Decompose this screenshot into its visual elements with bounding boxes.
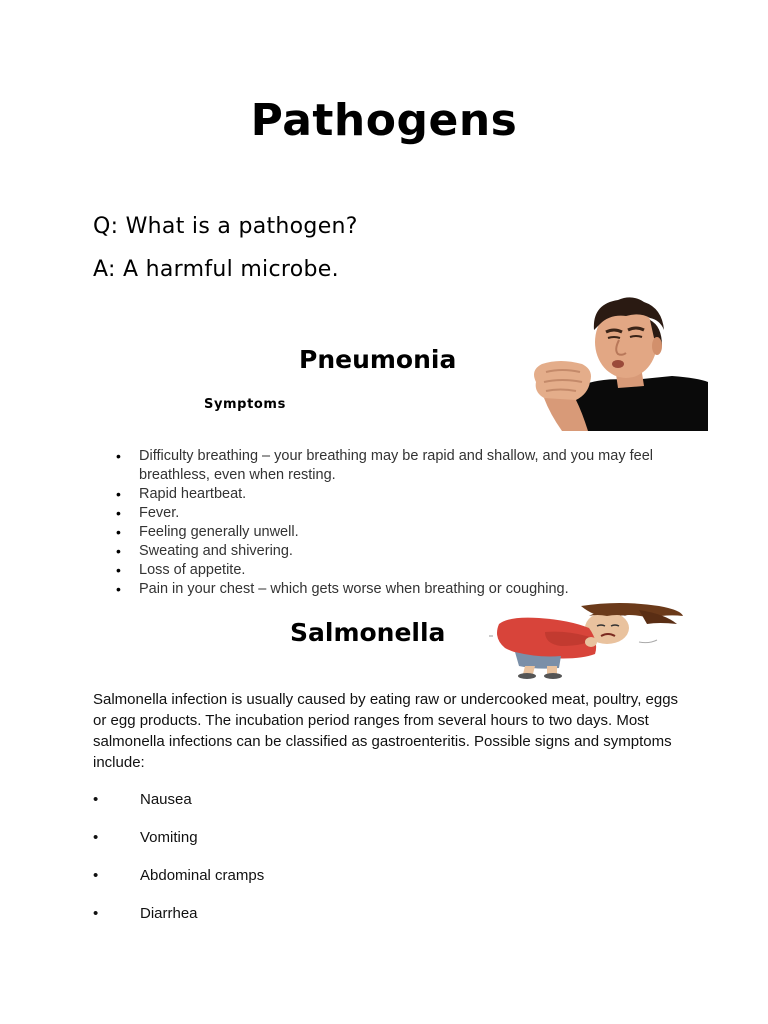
- list-item: [116, 504, 679, 523]
- symptom-text: Diarrhea: [140, 905, 198, 922]
- question-text: Q: What is a pathogen?: [93, 214, 358, 239]
- symptom-text: Fever.: [139, 505, 180, 521]
- list-item: [93, 790, 593, 828]
- salmonella-symptom-list: [93, 790, 593, 942]
- salmonella-heading: Salmonella: [290, 618, 446, 647]
- list-item: [93, 904, 593, 942]
- symptom-text: Loss of appetite.: [139, 562, 246, 578]
- symptom-text: Pain in your chest – which gets worse when breathing or coughing.: [139, 581, 569, 597]
- list-item: [116, 561, 679, 580]
- pneumonia-symptom-list: [116, 447, 679, 599]
- bullet-icon: •: [93, 791, 99, 808]
- list-item: [116, 447, 679, 485]
- bullet-icon: •: [116, 581, 121, 597]
- symptom-text: Rapid heartbeat.: [139, 486, 247, 502]
- list-item: [93, 828, 593, 866]
- bullet-icon: •: [116, 505, 121, 521]
- symptom-text: Abdominal cramps: [140, 867, 265, 884]
- stomach-ache-cartoon-image: [489, 602, 685, 680]
- page-title: Pathogens: [250, 95, 518, 146]
- list-item: [116, 542, 679, 561]
- bullet-icon: •: [93, 867, 99, 884]
- symptom-text: Vomiting: [140, 829, 198, 846]
- pneumonia-heading: Pneumonia: [299, 345, 457, 374]
- symptom-text: Sweating and shivering.: [139, 543, 293, 559]
- bullet-icon: •: [116, 486, 121, 502]
- bullet-icon: •: [116, 448, 121, 464]
- symptoms-label: Symptoms: [204, 397, 286, 412]
- symptom-text: Difficulty breathing – your breathing may be rapid and shallow, and you may feel breathless, even when resting.: [139, 448, 653, 483]
- bullet-icon: •: [116, 543, 121, 559]
- list-item: [116, 580, 679, 599]
- list-item: [116, 485, 679, 504]
- list-item: [116, 523, 679, 542]
- symptom-text: Nausea: [140, 791, 192, 808]
- answer-text: A: A harmful microbe.: [93, 257, 339, 282]
- salmonella-paragraph: Salmonella infection is usually caused by eating raw or undercooked meat, poultry, eggs or egg products. The incubation period ranges from several hours to two days. Most salmonella infections can be classified as gastroenteritis. Possible signs and symptoms include:: [93, 691, 679, 771]
- list-item: [93, 866, 593, 904]
- bullet-icon: •: [93, 829, 99, 846]
- bullet-icon: •: [116, 562, 121, 578]
- bullet-icon: •: [93, 905, 99, 922]
- coughing-man-image: [522, 290, 708, 431]
- symptom-text: Feeling generally unwell.: [139, 524, 299, 540]
- bullet-icon: •: [116, 524, 121, 540]
